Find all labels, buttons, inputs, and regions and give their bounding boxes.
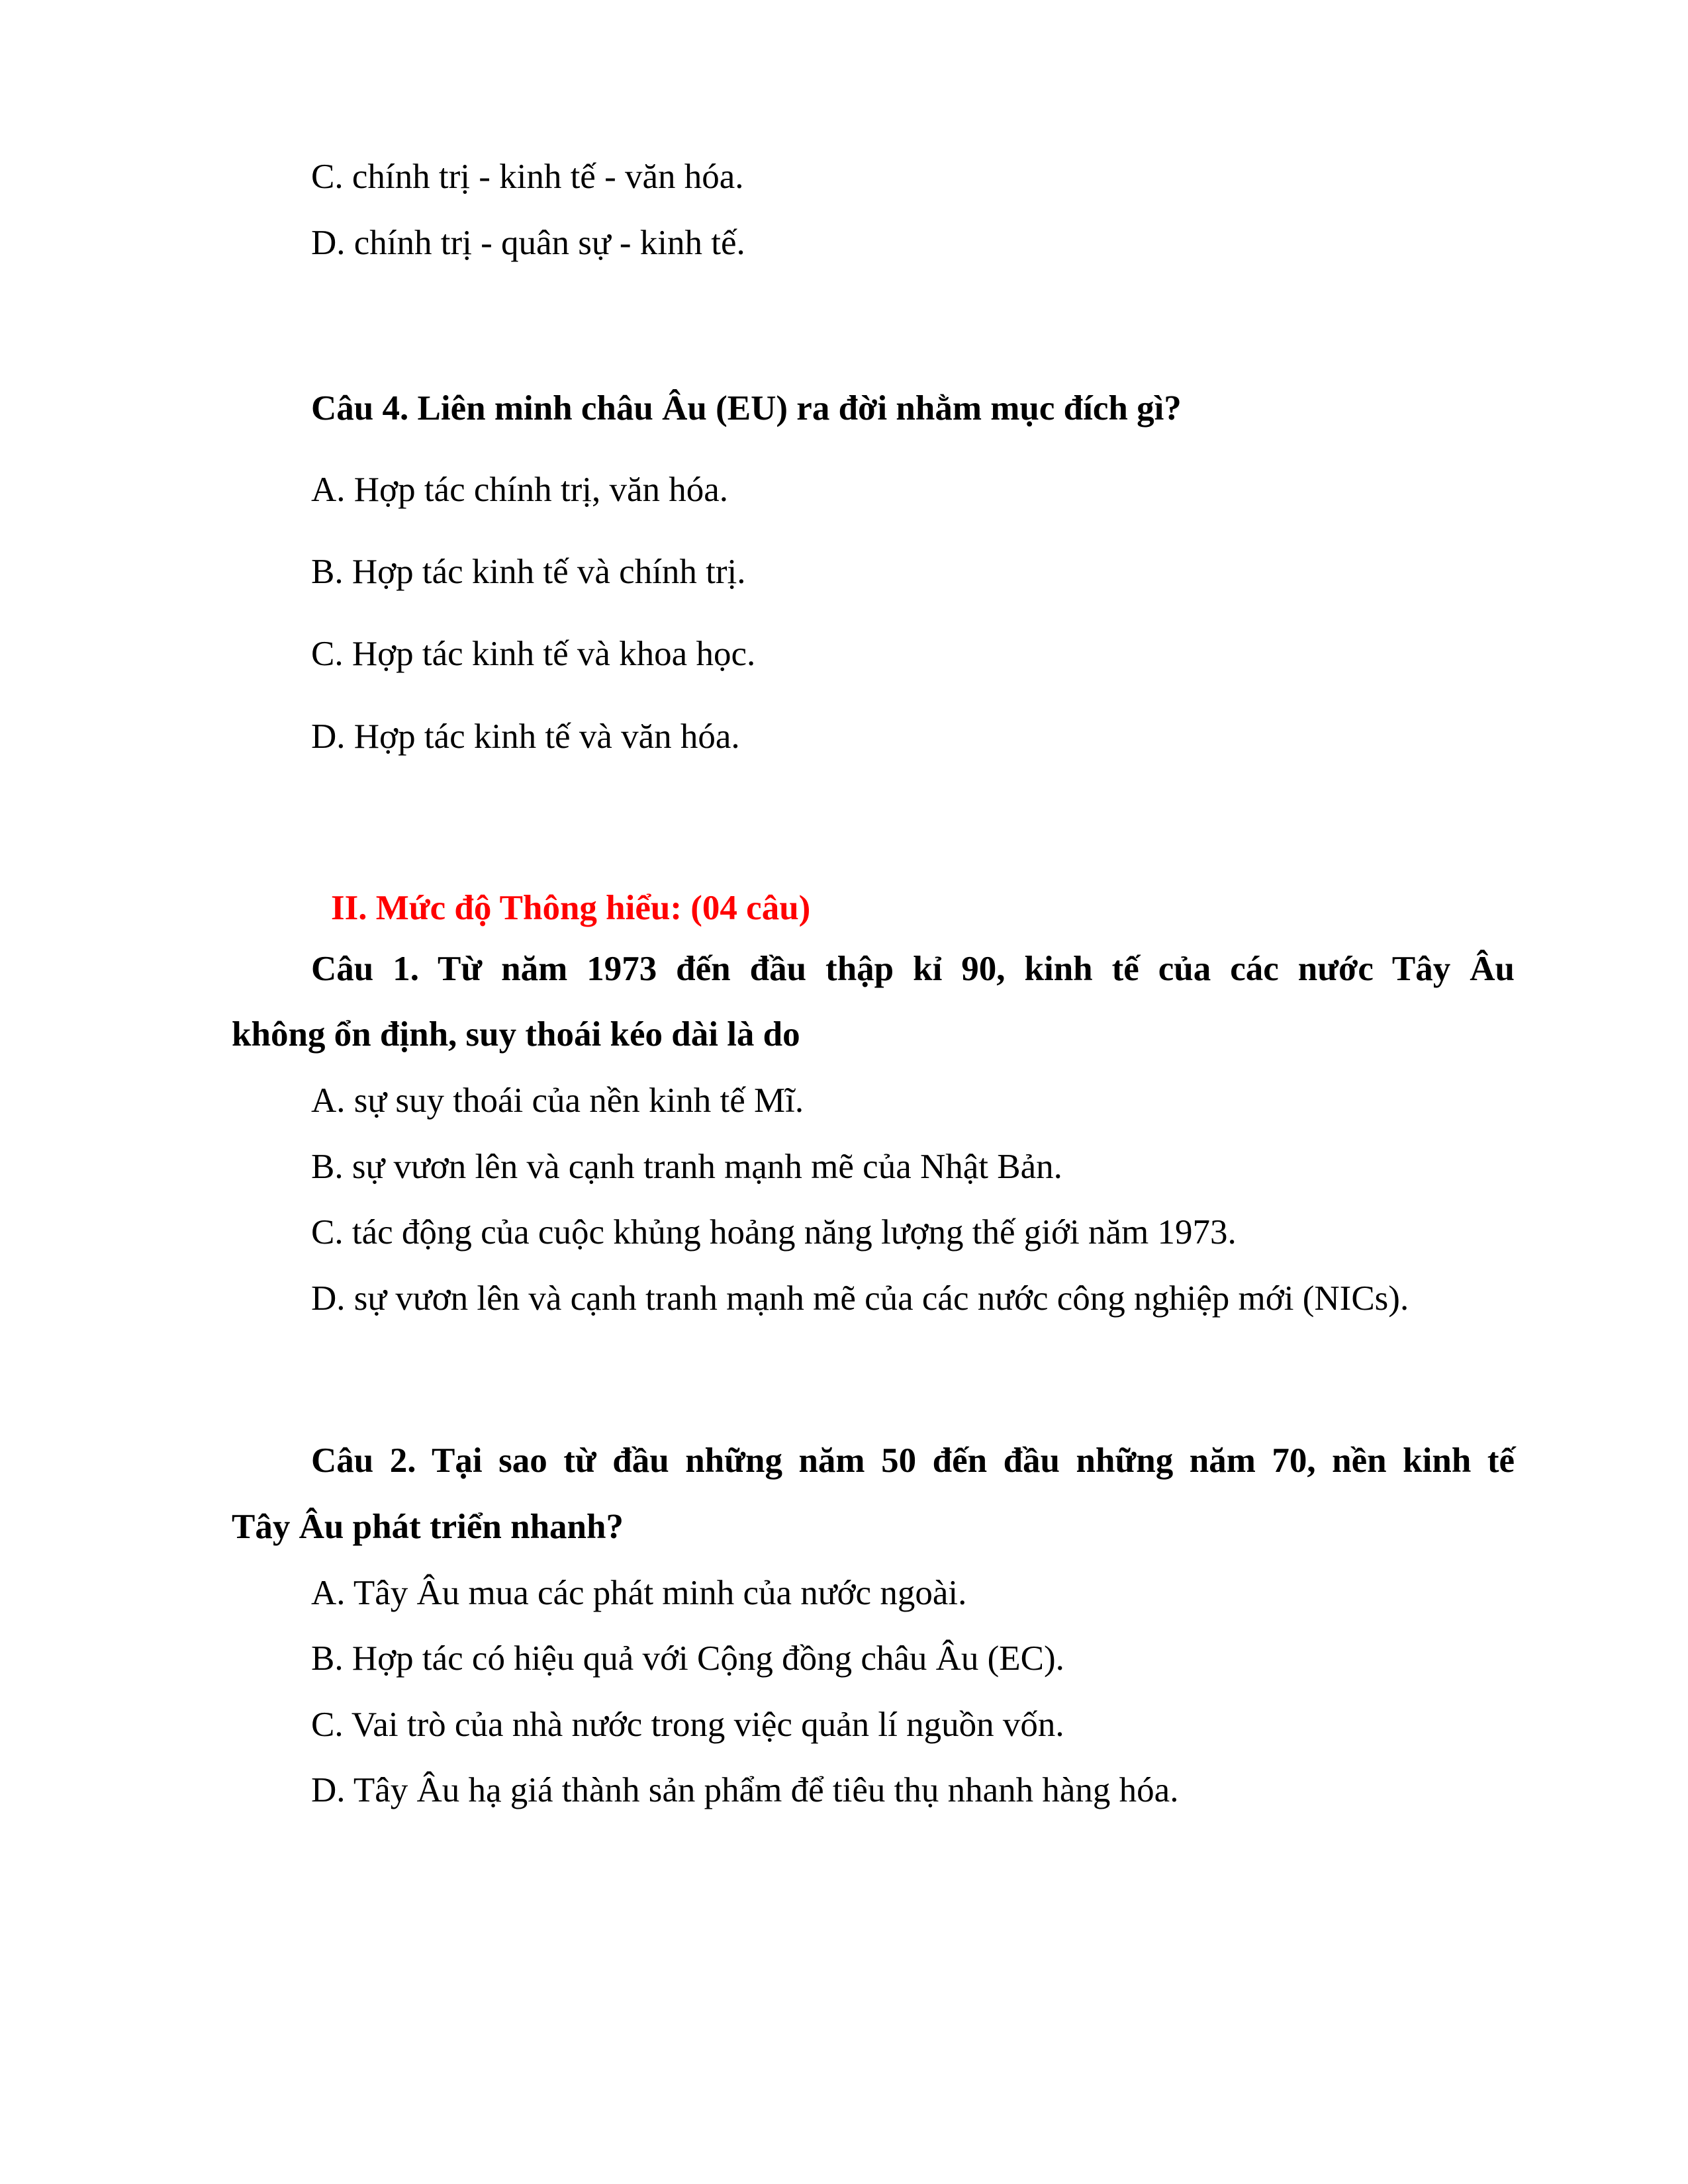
s2-cau1-question-line2: không ổn định, suy thoái kéo dài là do — [232, 1015, 800, 1054]
s2-cau2-option-a: A. Tây Âu mua các phát minh của nước ngoài. — [311, 1574, 967, 1612]
cau4-option-d: D. Hợp tác kinh tế và văn hóa. — [311, 717, 740, 756]
s2-cau1-question-line1: Câu 1. Từ năm 1973 đến đầu thập kỉ 90, kinh tế của các nước Tây Âu — [311, 950, 1515, 988]
prev-option-d: D. chính trị - quân sự - kinh tế. — [311, 224, 745, 262]
s2-cau1-option-d: D. sự vươn lên và cạnh tranh mạnh mẽ của các nước công nghiệp mới (NICs). — [311, 1279, 1409, 1318]
s2-cau2-option-d: D. Tây Âu hạ giá thành sản phẩm để tiêu thụ nhanh hàng hóa. — [311, 1771, 1179, 1809]
cau4-question: Câu 4. Liên minh châu Âu (EU) ra đời nhằm mục đích gì? — [311, 389, 1182, 428]
s2-cau2-option-b: B. Hợp tác có hiệu quả với Cộng đồng châu Âu (EC). — [311, 1639, 1064, 1678]
s2-cau1-option-b: B. sự vươn lên và cạnh tranh mạnh mẽ của Nhật Bản. — [311, 1148, 1062, 1186]
cau4-option-b: B. Hợp tác kinh tế và chính trị. — [311, 553, 746, 591]
cau4-option-a: A. Hợp tác chính trị, văn hóa. — [311, 471, 728, 509]
section-heading: II. Mức độ Thông hiểu: (04 câu) — [331, 889, 811, 927]
s2-cau1-option-a: A. sự suy thoái của nền kinh tế Mĩ. — [311, 1081, 804, 1120]
prev-option-c: C. chính trị - kinh tế - văn hóa. — [311, 158, 744, 196]
cau4-option-c: C. Hợp tác kinh tế và khoa học. — [311, 635, 756, 673]
s2-cau2-question-line1: Câu 2. Tại sao từ đầu những năm 50 đến đầu những năm 70, nền kinh tế — [311, 1441, 1515, 1480]
s2-cau1-option-c: C. tác động của cuộc khủng hoảng năng lượng thế giới năm 1973. — [311, 1213, 1237, 1251]
s2-cau2-option-c: C. Vai trò của nhà nước trong việc quản lí nguồn vốn. — [311, 1706, 1064, 1744]
s2-cau2-question-line2: Tây Âu phát triển nhanh? — [232, 1508, 624, 1546]
